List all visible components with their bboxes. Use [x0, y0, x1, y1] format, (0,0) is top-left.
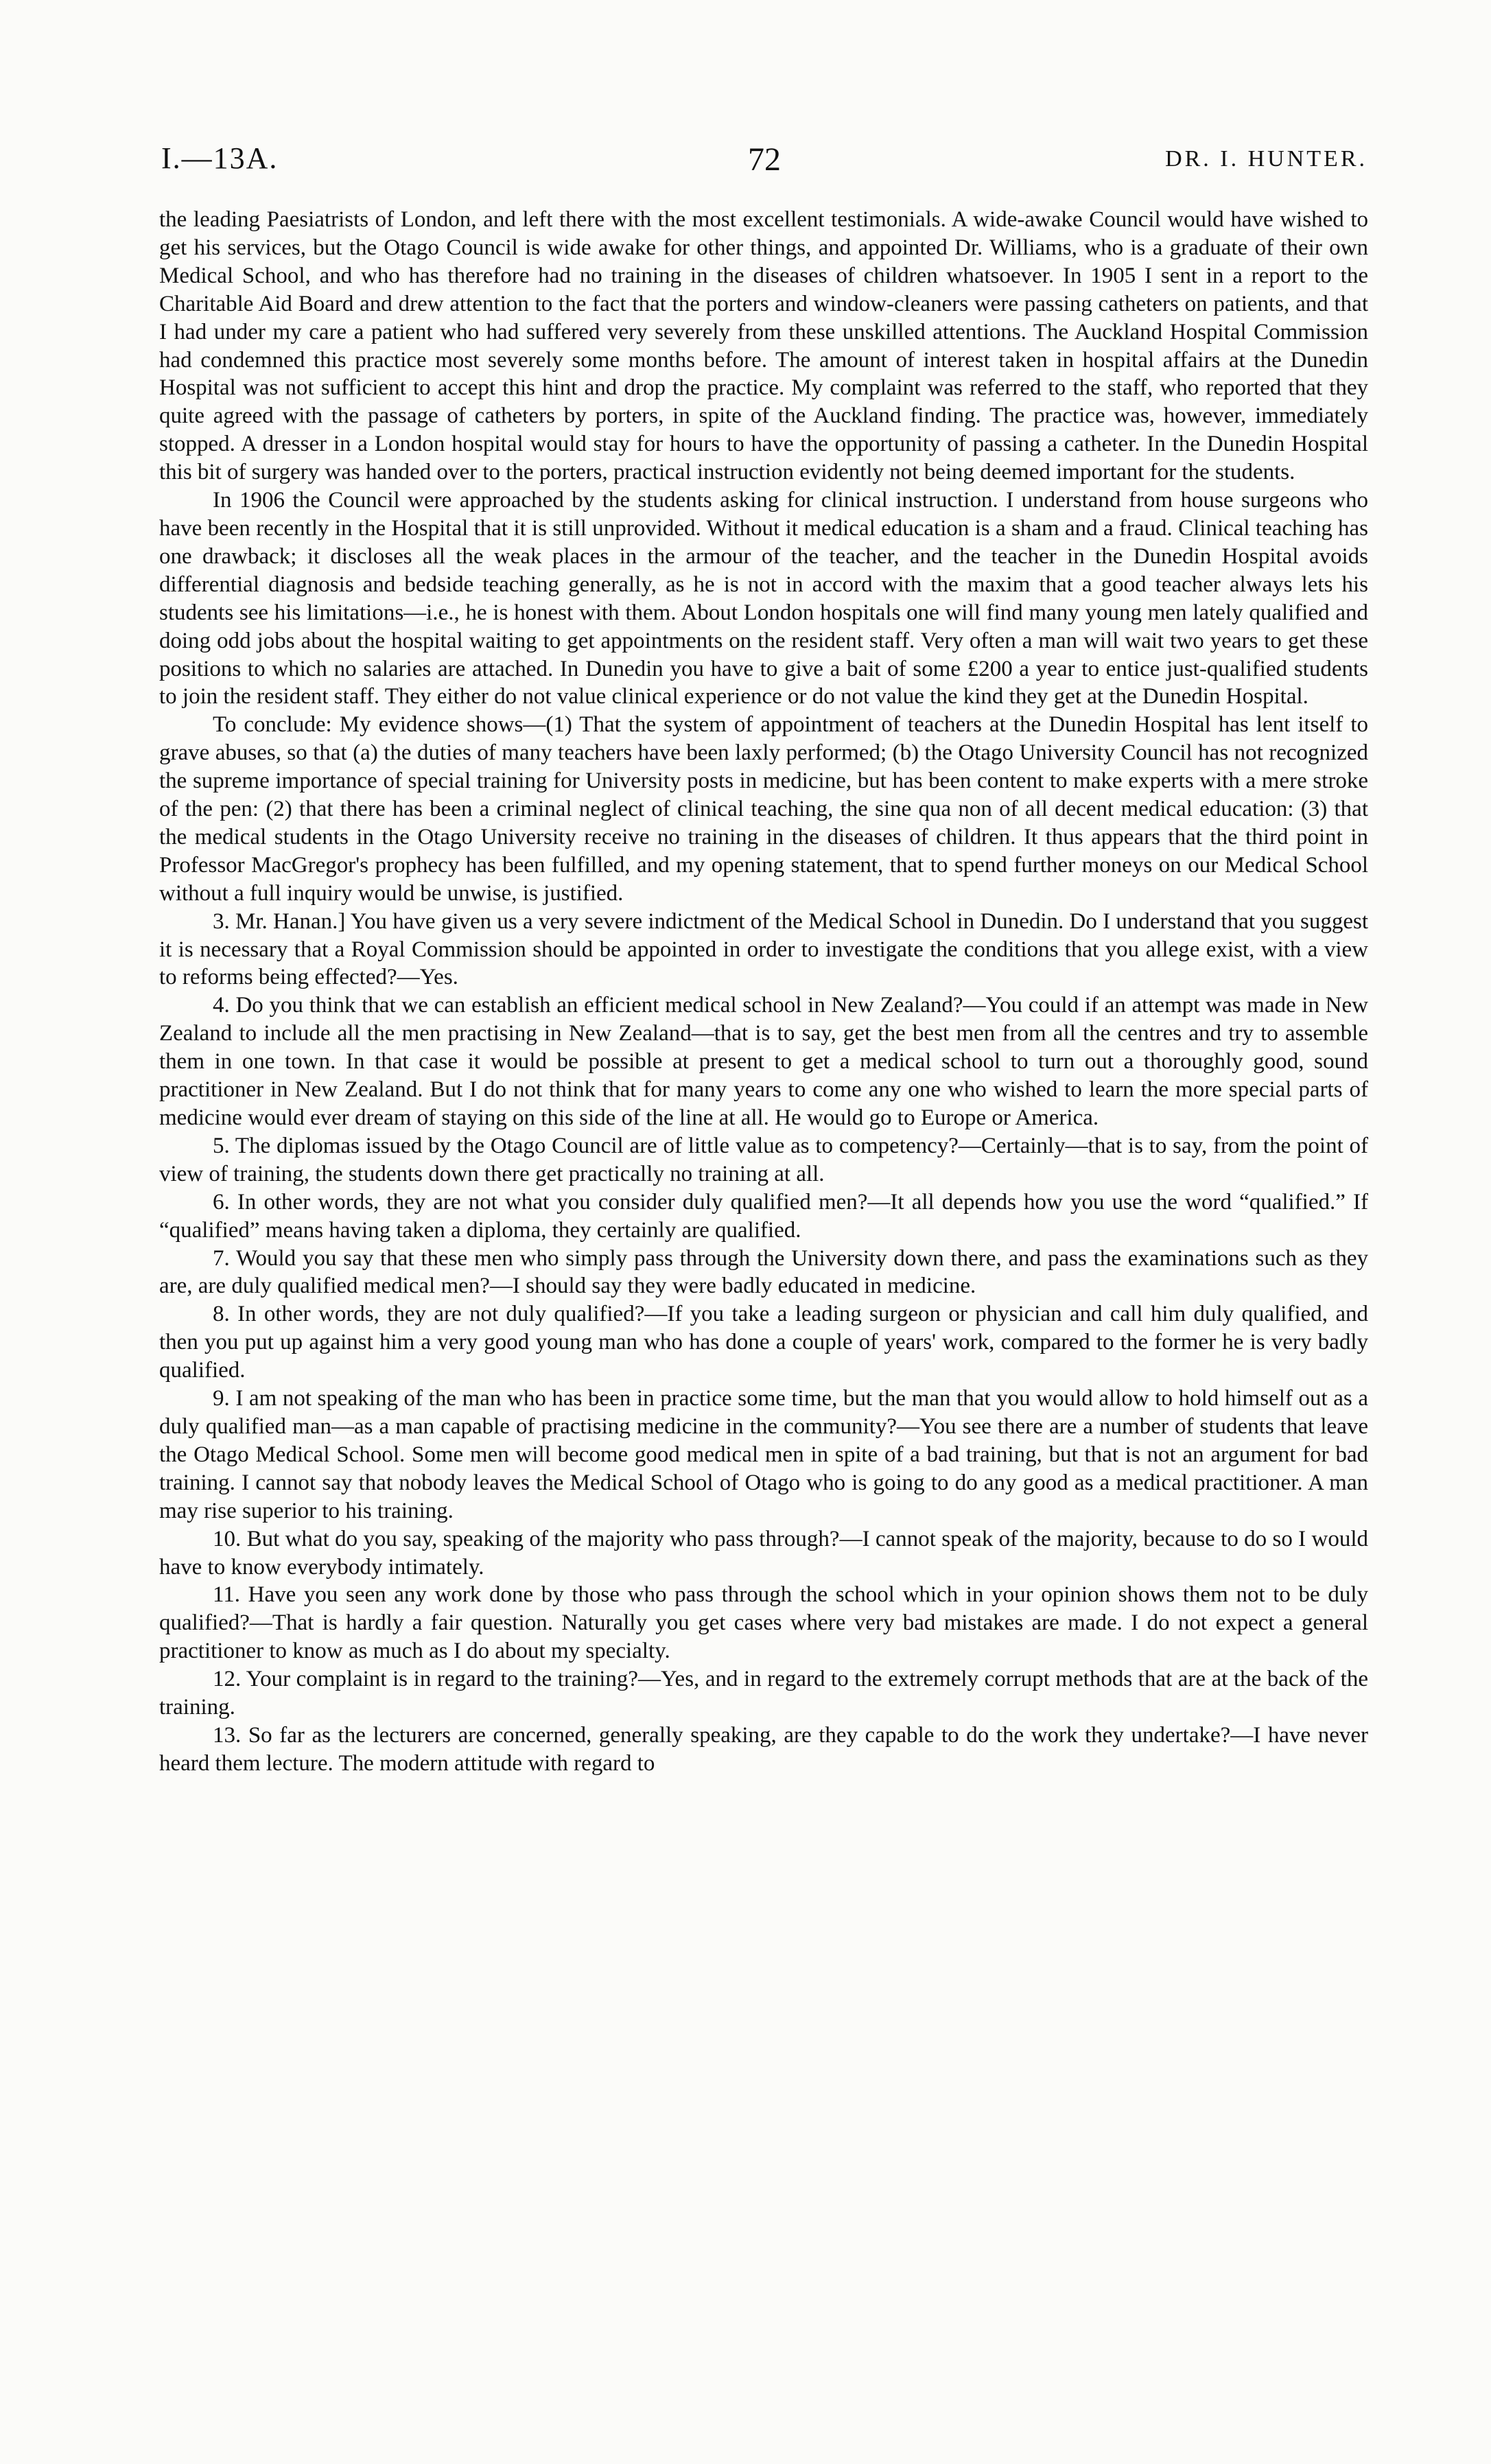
question-13: 13. So far as the lecturers are concerned, generally speaking, are they capable to do the work they undertake?—I have never heard them lecture. The modern attitude with regard to — [159, 1722, 1368, 1776]
question-6: 6. In other words, they are not what you consider duly qualified men?—It all depends how you use the word “qualified.” If “qualified” means having taken a diploma, they certainly are qualified. — [159, 1189, 1368, 1243]
question-9: 9. I am not speaking of the man who has been in practice some time, but the man that you would allow to hold himself out as a duly qualified man—as a man capable of practising medicine in the community?—You see there are a number of students that leave the Otago Medical School. Some men will become good medical men in spite of a bad training, but that is not an argument for bad training. I cannot say that nobody leaves the Medical School of Otago who is going to do any good as a medical practitioner. A man may rise superior to his training. — [159, 1386, 1368, 1523]
paragraph-clinical-instruction: In 1906 the Council were approached by the students asking for clinical instruction. I understand from house surgeons who have been recently in the Hospital that it is still unprovided. Without it medical education is a sham and a fraud. Clinical teaching has one drawback; it discloses all the weak places in the armour of the teacher, and the teacher in the Dunedin Hospital avoids differential diagnosis and bedside teaching generally, as he is not in accord with the maxim that a good teacher always lets his students see his limitations—i.e., he is honest with them. About London hospitals one will find many young men lately qualified and doing odd jobs about the hospital waiting to get appointments on the resident staff. Very often a man will wait two years to get these positions to which no salaries are attached. In Dunedin you have to give a bait of some £200 a year to entice just-qualified students to join the resident staff. They either do not value clinical experience or do not value the kind they get at the Dunedin Hospital. — [159, 488, 1368, 709]
body-text — [159, 206, 1368, 1778]
question-4: 4. Do you think that we can establish an efficient medical school in New Zealand?—You could if an attempt was made in New Zealand to include all the men practising in New Zealand—that is to say, get the best men from all the centres and try to assemble them in one town. In that case it would be possible at present to get a medical school to turn out a thoroughly good, sound practitioner in New Zealand. But I do not think that for many years to come any one who wished to learn the more special parts of medicine would ever dream of staying on this side of the line at all. He would go to Europe or America. — [159, 993, 1368, 1130]
question-11: 11. Have you seen any work done by those who pass through the school which in your opinion shows them not to be duly qualified?—That is hardly a fair question. Naturally you get cases where very bad mistakes are made. I do not expect a general practitioner to know as much as I do about my specialty. — [159, 1582, 1368, 1664]
question-5: 5. The diplomas issued by the Otago Council are of little value as to competency?—Certainly—that is to say, from the point of view of training, the students down there get practically no training at all. — [159, 1133, 1368, 1186]
question-7: 7. Would you say that these men who simply pass through the University down there, and pass the examinations such as they are, are duly qualified medical men?—I should say they were badly educated in medicine. — [159, 1245, 1368, 1299]
question-12: 12. Your complaint is in regard to the training?—Yes, and in regard to the extremely corrupt methods that are at the back of the training. — [159, 1667, 1368, 1720]
page-number: 72 — [748, 141, 781, 178]
witness-name: DR. I. HUNTER. — [1165, 146, 1367, 172]
question-8: 8. In other words, they are not duly qualified?—If you take a leading surgeon or physician and call him duly qualified, and then you put up against him a very good young man who has done a couple of years' work, compared to the former he is very badly qualified. — [159, 1302, 1368, 1383]
page-header — [161, 141, 1367, 189]
question-10: 10. But what do you say, speaking of the majority who pass through?—I cannot speak of the majority, because to do so I would have to know everybody intimately. — [159, 1526, 1368, 1580]
paragraph-continuation: the leading Paesiatrists of London, and left there with the most excellent testimonials. A wide-awake Council would have wished to get his services, but the Otago Council is wide awake for other things, and appointed Dr. Williams, who is a graduate of their own Medical School, and who has therefore had no training in the diseases of children whatsoever. In 1905 I sent in a report to the Charitable Aid Board and drew attention to the fact that the porters and window-cleaners were passing catheters on patients, and that I had under my care a patient who had suffered very severely from these unskilled attentions. The Auckland Hospital Commission had condemned this practice most severely some months before. The amount of interest taken in hospital affairs at the Dunedin Hospital was not sufficient to accept this hint and drop the practice. My complaint was referred to the staff, who reported that they quite agreed with the passage of catheters by porters, in spite of the Auckland finding. The practice was, however, immediately stopped. A dresser in a London hospital would stay for hours to have the opportunity of passing a catheter. In the Dunedin Hospital this bit of surgery was handed over to the porters, practical instruction evidently not being deemed important for the students. — [159, 207, 1368, 485]
question-3: 3. Mr. Hanan.] You have given us a very severe indictment of the Medical School in Dunedin. Do I understand that you suggest it is necessary that a Royal Commission should be appointed in order to investigate the conditions that you allege exist, with a view to reforms being effected?—Yes. — [159, 908, 1368, 990]
paragraph-conclusion: To conclude: My evidence shows—(1) That the system of appointment of teachers at the Dunedin Hospital has lent itself to grave abuses, so that (a) the duties of many teachers have been laxly performed; (b) the Otago University Council has not recognized the supreme importance of special training for University posts in medicine, but has been content to make experts with a mere stroke of the pen: (2) that there has been a criminal neglect of clinical teaching, the sine qua non of all decent medical education: (3) that the medical students in the Otago University receive no training in the diseases of children. It thus appears that the third point in Professor MacGregor's prophecy has been fulfilled, and my opening statement, that to spend further moneys on our Medical School without a full inquiry would be unwise, is justified. — [159, 712, 1368, 906]
document-reference: I.—13A. — [161, 141, 279, 175]
